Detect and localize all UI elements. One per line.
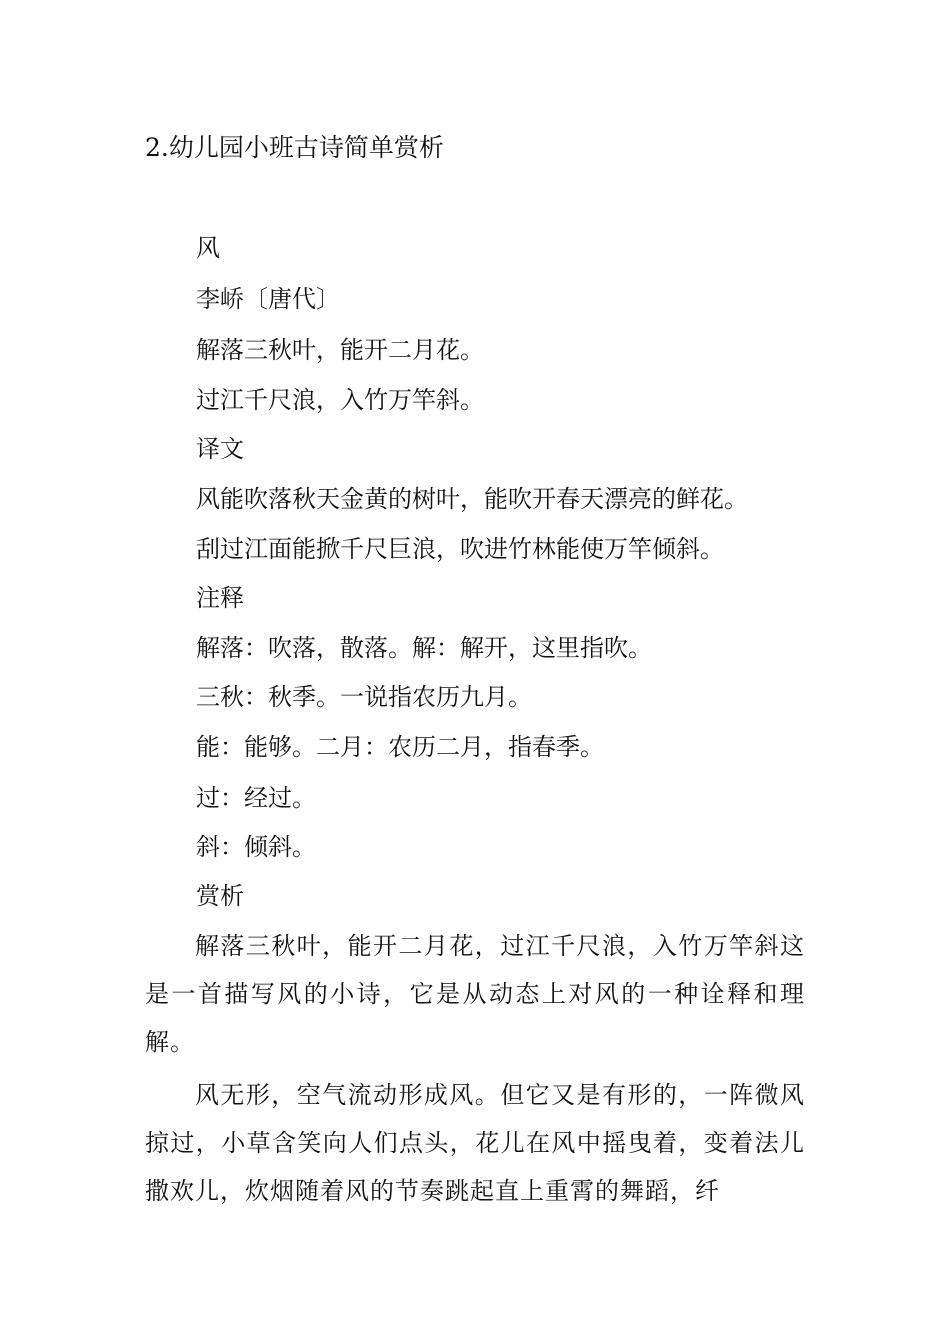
note-item: 解落：吹落，散落。解：解开，这里指吹。 — [196, 634, 652, 662]
translation-line: 风能吹落秋天金黄的树叶，能吹开春天漂亮的鲜花。 — [196, 485, 748, 513]
poem-line: 解落三秋叶，能开二月花。 — [196, 336, 484, 364]
note-item: 过：经过。 — [196, 784, 316, 812]
appreciation-paragraph: 风无形，空气流动形成风。但它又是有形的，一阵微风掠过，小草含笑向人们点头，花儿在风中摇曳着，变着法儿撒欢儿，炊烟随着风的节奏跳起直上重霄的舞蹈，纤 — [145, 1081, 805, 1205]
section-heading: 2.幼儿园小班古诗简单赏析 — [145, 133, 444, 162]
note-item: 能：能够。二月：农历二月，指春季。 — [196, 733, 604, 761]
poem-line: 过江千尺浪，入竹万竿斜。 — [196, 386, 484, 414]
note-item: 斜：倾斜。 — [196, 833, 316, 861]
notes-label: 注释 — [196, 584, 244, 612]
poem-author: 李峤〔唐代〕 — [196, 285, 340, 313]
poem-title: 风 — [196, 234, 220, 262]
appreciation-paragraph: 解落三秋叶，能开二月花，过江千尺浪，入竹万竿斜这是一首描写风的小诗，它是从动态上对风的一种诠释和理解。 — [145, 932, 805, 1056]
translation-line: 刮过江面能掀千尺巨浪，吹进竹林能使万竿倾斜。 — [196, 535, 724, 563]
appreciation-label: 赏析 — [196, 882, 244, 910]
translation-label: 译文 — [196, 435, 244, 463]
note-item: 三秋：秋季。一说指农历九月。 — [196, 683, 532, 711]
